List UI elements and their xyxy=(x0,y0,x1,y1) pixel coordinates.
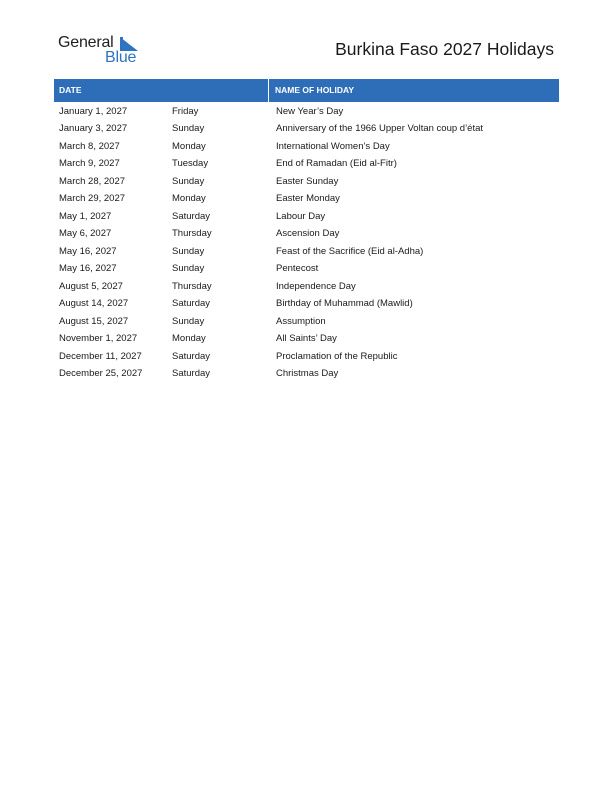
column-header-date: DATE xyxy=(54,79,269,102)
holiday-name: Birthday of Muhammad (Mawlid) xyxy=(276,298,413,310)
holiday-date: May 6, 2027 xyxy=(59,228,112,240)
holiday-name: End of Ramadan (Eid al-Fitr) xyxy=(276,158,397,170)
holiday-weekday: Monday xyxy=(172,140,206,152)
holiday-date: January 1, 2027 xyxy=(59,105,128,117)
table-row xyxy=(54,208,559,226)
holiday-name: All Saints’ Day xyxy=(276,333,337,345)
holiday-date: January 3, 2027 xyxy=(59,123,128,135)
holiday-weekday: Saturday xyxy=(172,368,211,380)
holiday-name: Ascension Day xyxy=(276,228,340,240)
table-row xyxy=(54,278,559,296)
holiday-date: August 14, 2027 xyxy=(59,298,129,310)
holiday-date: August 5, 2027 xyxy=(59,280,123,292)
table-row xyxy=(54,173,559,191)
holiday-date: May 1, 2027 xyxy=(59,210,112,222)
holiday-date: December 11, 2027 xyxy=(59,350,142,362)
table-row xyxy=(54,365,559,383)
table-row xyxy=(54,295,559,313)
holiday-date: May 16, 2027 xyxy=(59,263,117,275)
holiday-weekday: Monday xyxy=(172,333,206,345)
holiday-name: Christmas Day xyxy=(276,368,339,380)
holiday-name: Feast of the Sacrifice (Eid al-Adha) xyxy=(276,245,424,257)
holiday-weekday: Sunday xyxy=(172,175,205,187)
holiday-date: March 28, 2027 xyxy=(59,175,126,187)
table-row xyxy=(54,103,559,121)
table-row xyxy=(54,155,559,173)
table-row xyxy=(54,243,559,261)
holiday-name: New Year’s Day xyxy=(276,105,344,117)
holiday-name: Easter Monday xyxy=(276,193,340,205)
holiday-name: Assumption xyxy=(276,315,326,327)
holiday-weekday: Sunday xyxy=(172,245,205,257)
logo-text-blue: Blue xyxy=(105,49,137,66)
table-row xyxy=(54,260,559,278)
holiday-date: November 1, 2027 xyxy=(59,333,138,345)
holiday-date: March 8, 2027 xyxy=(59,140,120,152)
table-row xyxy=(54,330,559,348)
holiday-weekday: Monday xyxy=(172,193,206,205)
holiday-name: Easter Sunday xyxy=(276,175,339,187)
holiday-name: Labour Day xyxy=(276,210,326,222)
table-row xyxy=(54,138,559,156)
table-row xyxy=(54,190,559,208)
holiday-weekday: Saturday xyxy=(172,210,211,222)
holiday-weekday: Sunday xyxy=(172,123,205,135)
holiday-weekday: Tuesday xyxy=(172,158,209,170)
holiday-date: August 15, 2027 xyxy=(59,315,129,327)
table-row xyxy=(54,313,559,331)
table-row xyxy=(54,348,559,366)
table-row xyxy=(54,120,559,138)
table-row xyxy=(54,225,559,243)
page-title: Burkina Faso 2027 Holidays xyxy=(335,39,554,59)
holiday-weekday: Thursday xyxy=(172,280,212,292)
holiday-date: December 25, 2027 xyxy=(59,368,143,380)
holiday-weekday: Thursday xyxy=(172,228,212,240)
holiday-weekday: Sunday xyxy=(172,263,205,275)
holiday-name: Independence Day xyxy=(276,280,356,292)
holiday-weekday: Sunday xyxy=(172,315,205,327)
holiday-name: Anniversary of the 1966 Upper Voltan coup d’état xyxy=(276,123,484,135)
logo-text-general: General xyxy=(58,34,114,51)
holiday-weekday: Friday xyxy=(172,105,199,117)
holiday-name: Pentecost xyxy=(276,263,319,275)
holiday-name: Proclamation of the Republic xyxy=(276,350,398,362)
holiday-table xyxy=(54,79,559,383)
holiday-weekday: Saturday xyxy=(172,298,211,310)
generalblue-logo xyxy=(58,34,148,68)
holiday-date: March 9, 2027 xyxy=(59,158,120,170)
holiday-date: May 16, 2027 xyxy=(59,245,117,257)
holiday-weekday: Saturday xyxy=(172,350,211,362)
table-body xyxy=(54,102,559,383)
holiday-date: March 29, 2027 xyxy=(59,193,126,205)
holiday-name: International Women’s Day xyxy=(276,140,390,152)
column-header-holiday-name: NAME OF HOLIDAY xyxy=(275,85,355,95)
table-header xyxy=(54,79,559,102)
